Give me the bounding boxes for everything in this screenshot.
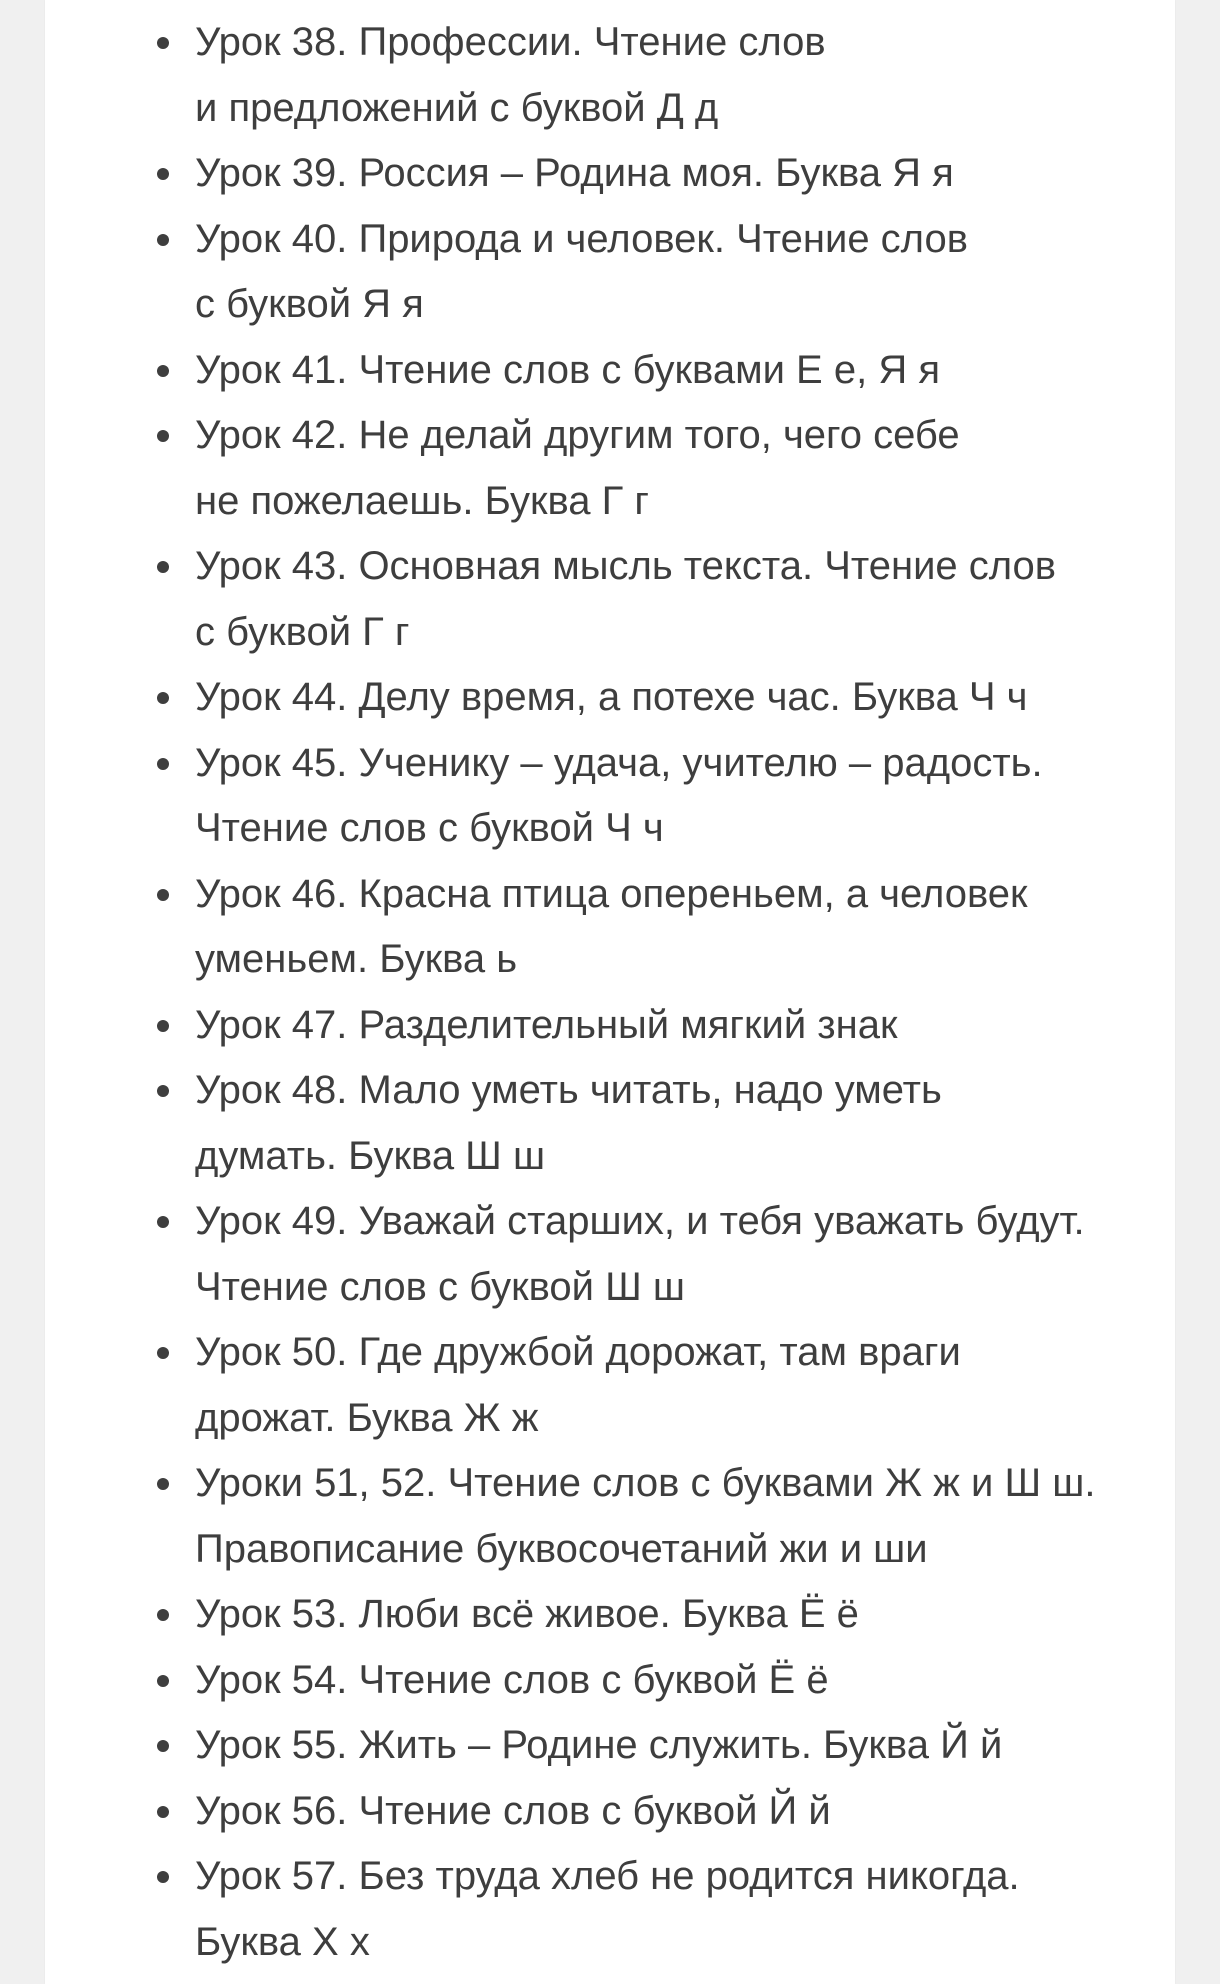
list-item-text: Уроки 51, 52. Чтение слов с буквами Ж ж и Ш ш. — [195, 1461, 1096, 1505]
list-item — [195, 862, 1165, 993]
bullet-icon — [157, 365, 169, 377]
list-item-text: не пожелаешь. Буква Г г — [195, 478, 649, 523]
bullet-icon — [157, 1806, 169, 1818]
lesson-list — [195, 0, 1165, 1975]
list-item — [195, 731, 1165, 862]
bullet-icon — [157, 234, 169, 246]
list-item — [195, 10, 1165, 141]
bullet-icon — [157, 692, 169, 704]
bullet-icon — [157, 758, 169, 770]
list-item-text: уменьем. Буква ь — [195, 937, 518, 981]
list-item — [195, 1451, 1165, 1582]
list-item-text: Урок 46. Красна птица опереньем, а человек — [195, 871, 1028, 916]
list-item-text: Чтение слов с буквой Ш ш — [195, 1264, 685, 1309]
bullet-icon — [157, 889, 169, 901]
list-item-text: Урок 40. Природа и человек. Чтение слов — [195, 216, 968, 261]
list-item — [195, 403, 1165, 534]
list-item-text: и предложений с буквой Д д — [195, 85, 719, 130]
list-item-text: Урок 45. Ученику – удача, учителю – радость. — [195, 740, 1043, 785]
list-item-text: Урок 54. Чтение слов с буквой Ё ё — [195, 1657, 829, 1702]
bullet-icon — [157, 430, 169, 442]
bullet-icon — [157, 37, 169, 49]
list-item — [195, 665, 1165, 731]
list-item — [195, 141, 1165, 207]
bullet-icon — [157, 1675, 169, 1687]
bullet-icon — [157, 1740, 169, 1752]
list-item-text: Урок 49. Уважай старших, и тебя уважать будут. — [195, 1199, 1085, 1243]
list-item — [195, 1713, 1165, 1779]
bullet-icon — [157, 1216, 169, 1228]
list-item — [195, 993, 1165, 1059]
list-item-text: дрожат. Буква Ж ж — [195, 1395, 539, 1440]
list-item-text: Урок 44. Делу время, а потехе час. Буква Ч ч — [195, 675, 1028, 719]
list-item-text: Урок 48. Мало уметь читать, надо уметь — [195, 1068, 942, 1112]
list-item-text: Урок 50. Где дружбой дорожат, там враги — [195, 1330, 961, 1374]
list-item-text: Урок 39. Россия – Родина моя. Буква Я я — [195, 151, 954, 195]
list-item-text: Урок 53. Люби всё живое. Буква Ё ё — [195, 1592, 859, 1636]
bullet-icon — [157, 1871, 169, 1883]
list-item-text: Урок 57. Без труда хлеб не родится никогда. — [195, 1854, 1020, 1898]
content-page — [45, 0, 1175, 1984]
list-item — [195, 1582, 1165, 1648]
list-item-text: Урок 42. Не делай другим того, чего себе — [195, 413, 960, 457]
list-item-text: Урок 38. Профессии. Чтение слов — [195, 20, 826, 64]
bullet-icon — [157, 1085, 169, 1097]
list-item-text: Урок 56. Чтение слов с буквой Й й — [195, 1788, 831, 1833]
bullet-icon — [157, 1347, 169, 1359]
list-item — [195, 1058, 1165, 1189]
list-item — [195, 1779, 1165, 1845]
list-item-text: Урок 55. Жить – Родине служить. Буква Й й — [195, 1723, 1003, 1767]
list-item — [195, 1320, 1165, 1451]
list-item — [195, 534, 1165, 665]
list-item-text: Буква Х х — [195, 1919, 370, 1964]
list-item — [195, 1189, 1165, 1320]
list-item-text: Урок 47. Разделительный мягкий знак — [195, 1002, 898, 1047]
list-item-text: с буквой Я я — [195, 282, 424, 326]
bullet-icon — [157, 1609, 169, 1621]
bullet-icon — [157, 168, 169, 180]
list-item-text: Правописание буквосочетаний жи и ши — [195, 1526, 928, 1571]
list-item — [195, 207, 1165, 338]
list-item-text: Урок 43. Основная мысль текста. Чтение слов — [195, 544, 1057, 588]
bullet-icon — [157, 561, 169, 573]
list-item-text: Урок 41. Чтение слов с буквами Е е, Я я — [195, 347, 940, 392]
list-item-text: с буквой Г г — [195, 609, 410, 654]
list-item — [195, 1648, 1165, 1714]
bullet-icon — [157, 1020, 169, 1032]
bullet-icon — [157, 1478, 169, 1490]
list-item-text: думать. Буква Ш ш — [195, 1133, 546, 1178]
list-item — [195, 1844, 1165, 1975]
list-item — [195, 338, 1165, 404]
list-item-text: Чтение слов с буквой Ч ч — [195, 806, 664, 850]
